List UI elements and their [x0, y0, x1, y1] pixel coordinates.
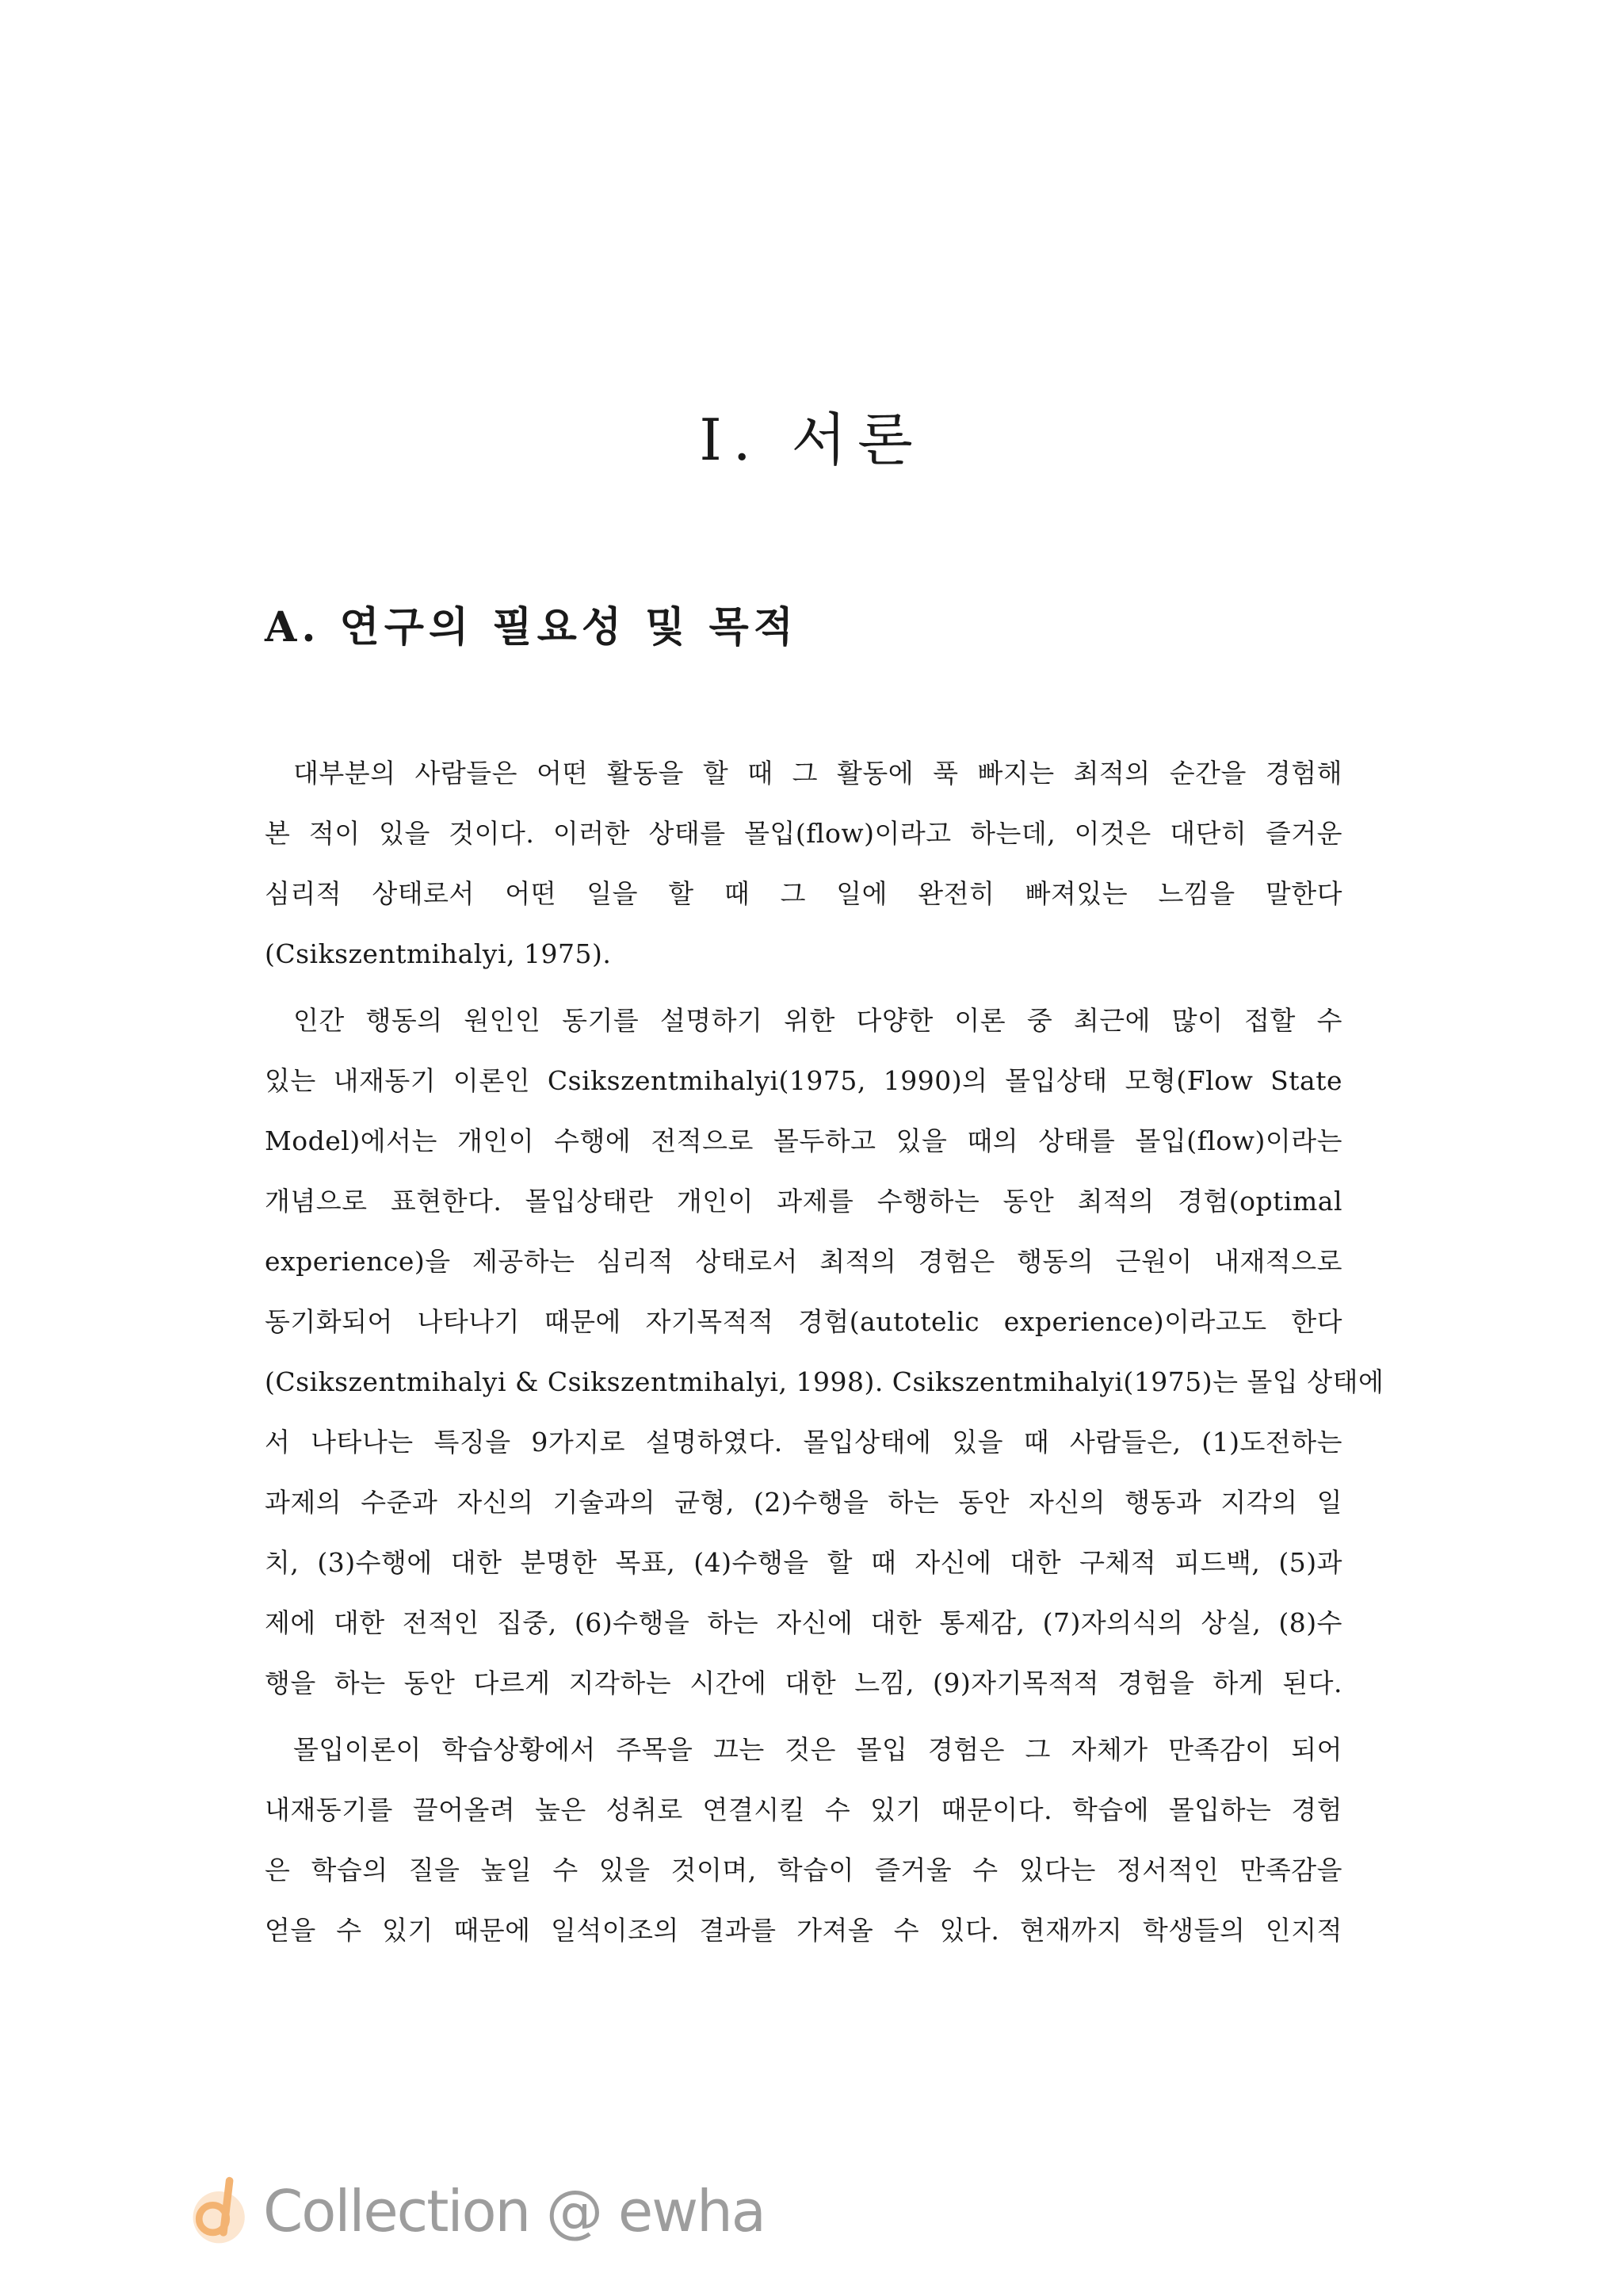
watermark-text: Collection @ ewha — [263, 2178, 765, 2244]
paragraph-line: 동기화되어 나타나기 때문에 자기목적적 경험(autotelic experience)이라고도 한다 — [265, 1306, 1342, 1337]
paragraph-line: 과제의 수준과 자신의 기술과의 균형, (2)수행을 하는 동안 자신의 행동과 지각의 일 — [265, 1487, 1342, 1518]
paragraph-line: (Csikszentmihalyi, 1975). — [265, 938, 612, 969]
paragraph-line: 인간 행동의 원인인 동기를 설명하기 위한 다양한 이론 중 최근에 많이 접할 수 — [293, 1005, 1342, 1036]
paragraph-line: Model)에서는 개인이 수행에 전적으로 몰두하고 있을 때의 상태를 몰입(flow)이라는 — [265, 1125, 1342, 1156]
chapter-title: I. 서론 — [699, 407, 924, 473]
paragraph-line: 은 학습의 질을 높일 수 있을 것이며, 학습이 즐거울 수 있다는 정서적인 만족감을 — [265, 1855, 1342, 1885]
paragraph-line: 개념으로 표현한다. 몰입상태란 개인이 과제를 수행하는 동안 최적의 경험(optimal — [265, 1186, 1342, 1217]
dcollection-watermark — [184, 2172, 765, 2251]
paragraph-1 — [265, 743, 1342, 984]
section-heading: A. 연구의 필요성 및 목적 — [265, 603, 798, 651]
paragraph-line: experience)을 제공하는 심리적 상태로서 최적의 경험은 행동의 근원이 내재적으로 — [265, 1246, 1342, 1277]
paragraph-line: 심리적 상태로서 어떤 일을 할 때 그 일에 완전히 빠져있는 느낌을 말한다 — [265, 878, 1342, 909]
paragraph-line: 행을 하는 동안 다르게 지각하는 시간에 대한 느낌, (9)자기목적적 경험을 하게 된다. — [265, 1668, 1342, 1698]
paragraph-3 — [265, 1720, 1342, 1961]
paragraph-line: 내재동기를 끌어올려 높은 성취로 연결시킬 수 있기 때문이다. 학습에 몰입하는 경험 — [265, 1794, 1342, 1825]
paragraph-line: (Csikszentmihalyi & Csikszentmihalyi, 1998). Csikszentmihalyi(1975)는 몰입 상태에 — [265, 1366, 1384, 1397]
dcollection-logo-icon — [184, 2173, 260, 2249]
body-text — [265, 743, 1384, 1967]
paragraph-line: 있는 내재동기 이론인 Csikszentmihalyi(1975, 1990)의 몰입상태 모형(Flow State — [265, 1065, 1342, 1096]
paragraph-line: 몰입이론이 학습상황에서 주목을 끄는 것은 몰입 경험은 그 자체가 만족감이 되어 — [293, 1734, 1342, 1765]
paragraph-line: 제에 대한 전적인 집중, (6)수행을 하는 자신에 대한 통제감, (7)자의식의 상실, (8)수 — [265, 1607, 1342, 1638]
paragraph-line: 얻을 수 있기 때문에 일석이조의 결과를 가져올 수 있다. 현재까지 학생들의 인지적 — [265, 1915, 1342, 1946]
paragraph-2 — [265, 991, 1384, 1713]
paragraph-line: 서 나타나는 특징을 9가지로 설명하였다. 몰입상태에 있을 때 사람들은, (1)도전하는 — [265, 1427, 1342, 1457]
paragraph-line: 본 적이 있을 것이다. 이러한 상태를 몰입(flow)이라고 하는데, 이것은 대단히 즐거운 — [265, 818, 1342, 849]
paragraph-line: 대부분의 사람들은 어떤 활동을 할 때 그 활동에 푹 빠지는 최적의 순간을 경험해 — [293, 758, 1342, 789]
paragraph-line: 치, (3)수행에 대한 분명한 목표, (4)수행을 할 때 자신에 대한 구체적 피드백, (5)과 — [265, 1547, 1342, 1578]
